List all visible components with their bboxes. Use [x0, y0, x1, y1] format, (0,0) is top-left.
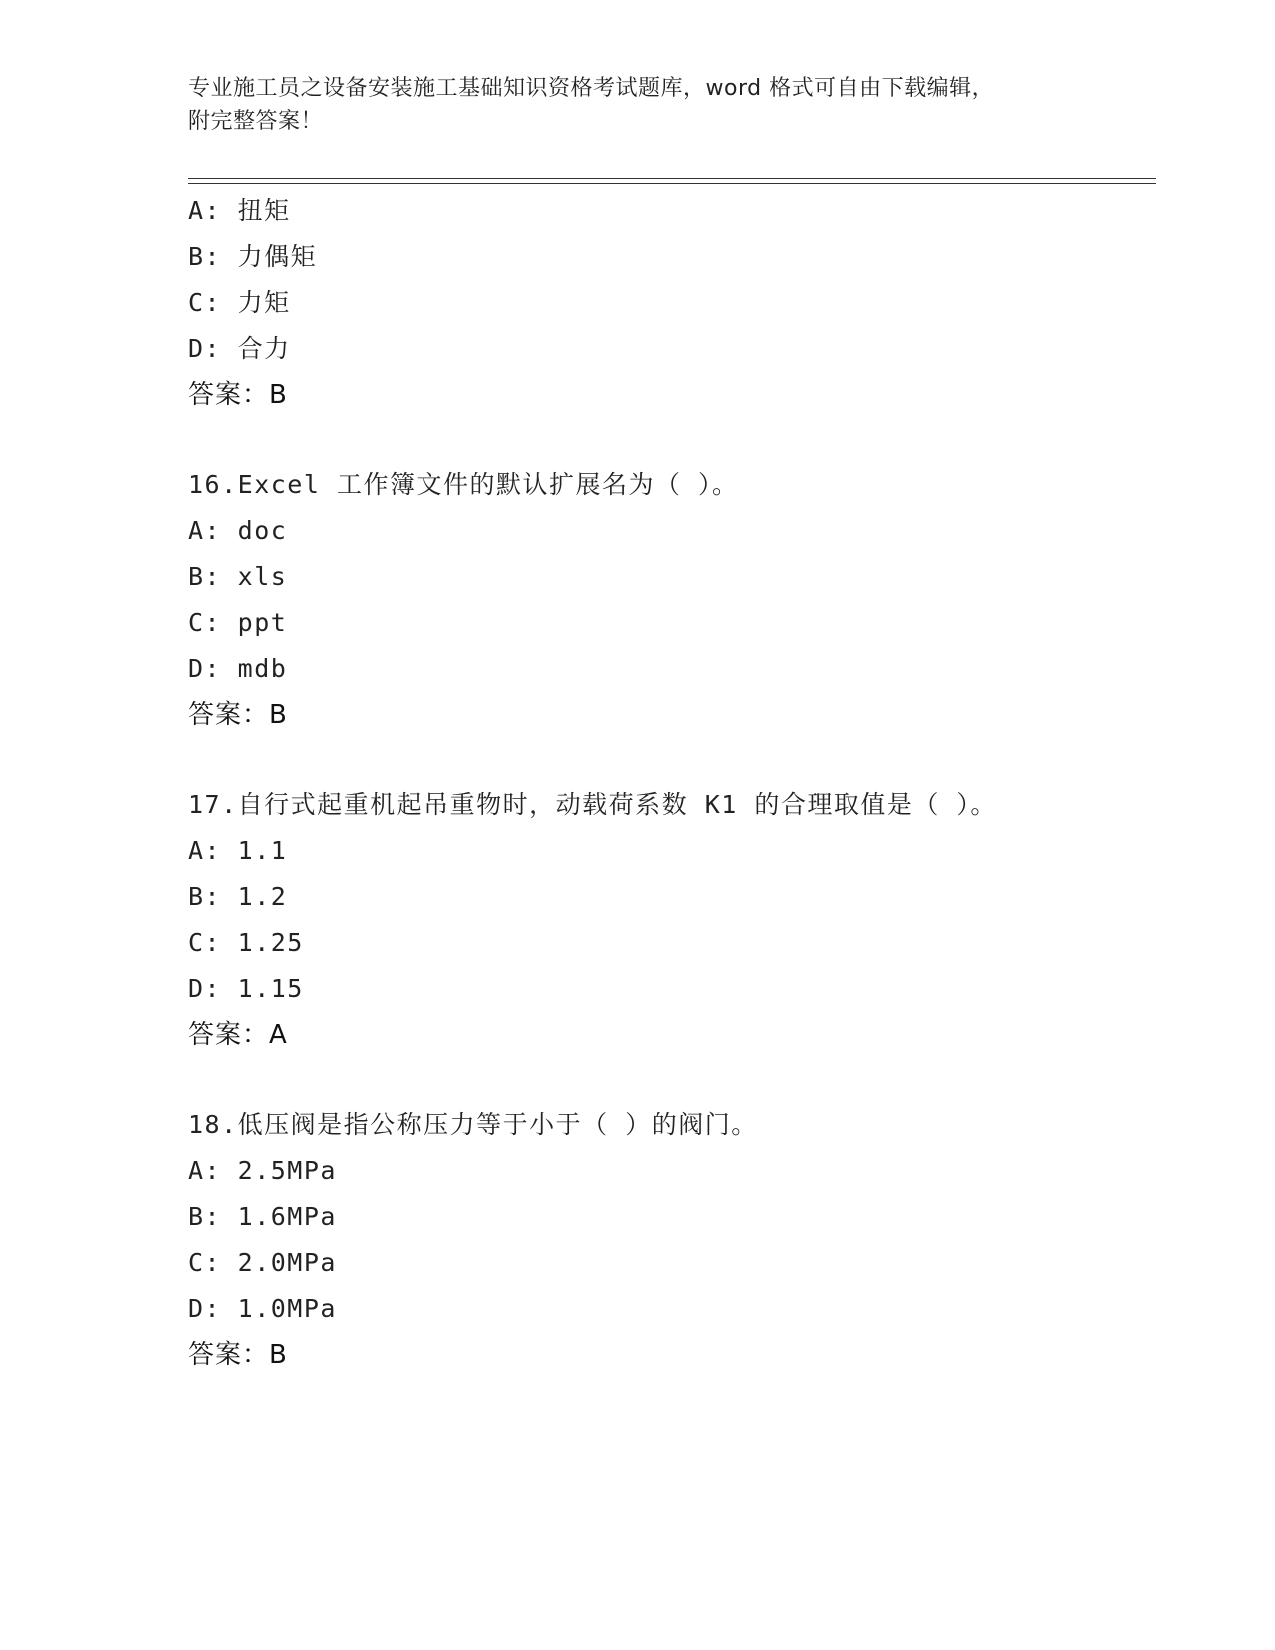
question-17 [188, 782, 1148, 1058]
answer-line: 答案：B [188, 380, 288, 410]
question-stem: 18.低压阀是指公称压力等于小于（ ）的阀门。 [188, 1110, 758, 1139]
option-c: C: 1.25 [188, 928, 304, 957]
header-divider-bottom [188, 183, 1156, 184]
spacer [188, 738, 1148, 782]
option-d: D: 1.0MPa [188, 1294, 337, 1323]
spacer [188, 1058, 1148, 1102]
answer-line: 答案：B [188, 700, 288, 730]
question-stem: 17.自行式起重机起吊重物时，动载荷系数 K1 的合理取值是（ ）。 [188, 790, 997, 819]
answer-line: 答案：A [188, 1020, 288, 1050]
spacer [188, 418, 1148, 462]
option-c: C: ppt [188, 608, 288, 637]
option-b: B: xls [188, 562, 288, 591]
option-a: A: doc [188, 516, 288, 545]
option-b: B: 1.6MPa [188, 1202, 337, 1231]
option-c: C: 2.0MPa [188, 1248, 337, 1277]
question-content [188, 188, 1148, 1378]
document-header [188, 72, 1088, 138]
question-stem: 16.Excel 工作簿文件的默认扩展名为（ ）。 [188, 470, 739, 499]
option-d: D: 合力 [188, 334, 291, 363]
header-divider-top [188, 178, 1156, 179]
option-d: D: mdb [188, 654, 288, 683]
option-a: A: 1.1 [188, 836, 288, 865]
option-b: B: 力偶矩 [188, 242, 318, 271]
option-b: B: 1.2 [188, 882, 288, 911]
question-15-continued [188, 188, 1148, 418]
answer-line: 答案：B [188, 1340, 288, 1370]
header-line-2: 附完整答案！ [188, 109, 324, 134]
option-a: A: 扭矩 [188, 196, 291, 225]
option-c: C: 力矩 [188, 288, 291, 317]
question-16 [188, 462, 1148, 738]
question-18 [188, 1102, 1148, 1378]
header-line-1: 专业施工员之设备安装施工基础知识资格考试题库，word 格式可自由下载编辑， [188, 76, 995, 101]
option-d: D: 1.15 [188, 974, 304, 1003]
option-a: A: 2.5MPa [188, 1156, 337, 1185]
